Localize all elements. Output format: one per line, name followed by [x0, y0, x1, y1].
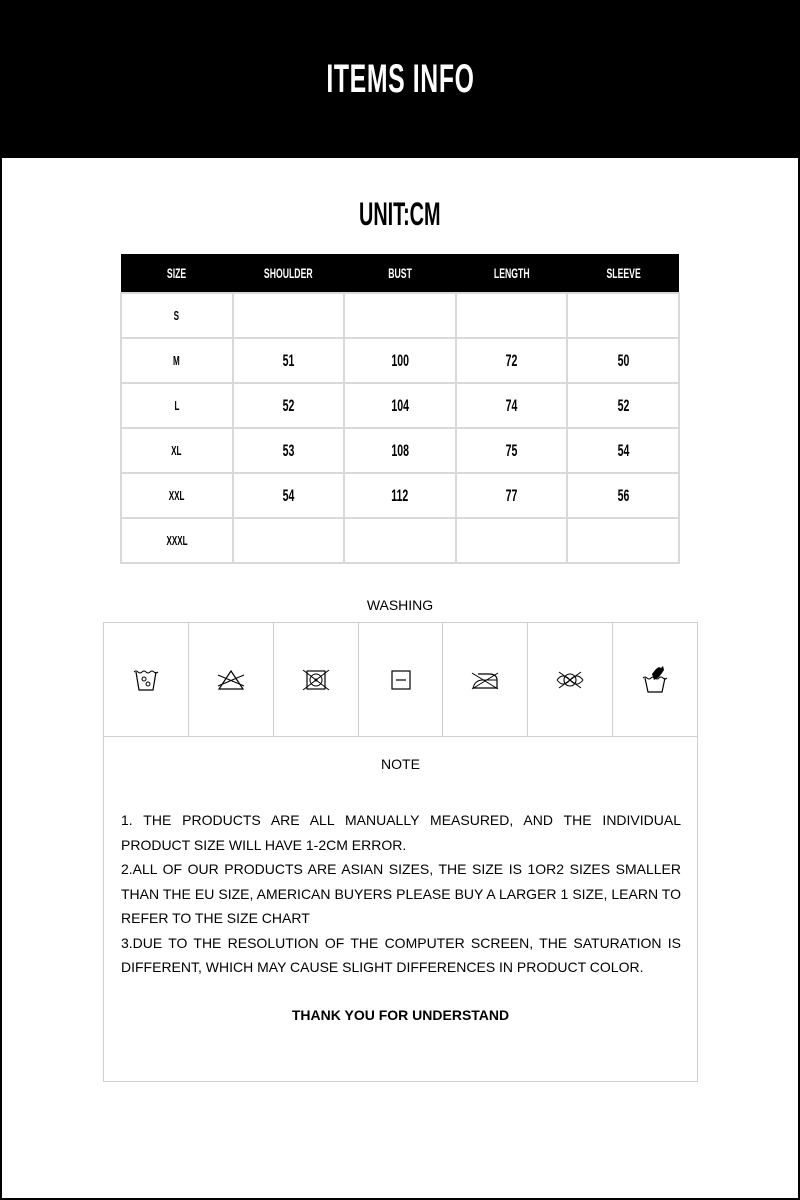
sleeve-cell: 56 [567, 473, 679, 518]
no-iron-icon [470, 669, 500, 691]
bust-cell [344, 293, 456, 338]
note-line: 2.ALL OF OUR PRODUCTS ARE ASIAN SIZES, THE SIZE IS 1OR2 SIZES SMALLER THAN THE EU SIZE, AMERICAN BUYERS PLEASE BUY A LARGER 1 SIZE, LEARN TO REFER TO THE SIZE CHART [121, 861, 681, 926]
sleeve-cell [567, 293, 679, 338]
column-header-length: LENGTH [456, 254, 568, 293]
table-row [121, 428, 679, 473]
sleeve-cell: 54 [567, 428, 679, 473]
bust-cell: 112 [344, 473, 456, 518]
sleeve-cell: 50 [567, 338, 679, 383]
bust-cell: 108 [344, 428, 456, 473]
wash-icon-cell [104, 623, 189, 736]
washing-icons-row [103, 622, 698, 737]
size-cell: L [121, 383, 233, 428]
shoulder-cell: 51 [233, 338, 345, 383]
shoulder-cell: 52 [233, 383, 345, 428]
shoulder-cell: 54 [233, 473, 345, 518]
no-tumble-dry-icon [302, 668, 330, 692]
page-title: ITEMS INFO [325, 56, 475, 101]
length-cell: 75 [456, 428, 568, 473]
page-frame [2, 0, 798, 1198]
sleeve-cell [567, 518, 679, 563]
table-row [121, 383, 679, 428]
shoulder-cell: 53 [233, 428, 345, 473]
column-header-shoulder: SHOULDER [233, 254, 345, 293]
wash-icon-cell [613, 623, 697, 736]
bust-cell [344, 518, 456, 563]
no-bleach-icon [217, 669, 245, 691]
length-cell: 72 [456, 338, 568, 383]
wash-icon-cell [528, 623, 613, 736]
column-header-size: SIZE [121, 254, 233, 293]
table-row [121, 338, 679, 383]
length-cell: 74 [456, 383, 568, 428]
column-header-sleeve: SLEEVE [567, 254, 679, 293]
length-cell [456, 293, 568, 338]
flat-dry-icon [390, 669, 412, 691]
wash-icon-cell [274, 623, 359, 736]
wash-30-icon [133, 668, 159, 692]
size-table [120, 254, 680, 564]
wash-icon-cell [443, 623, 528, 736]
header-banner [2, 0, 798, 158]
shoulder-cell [233, 518, 345, 563]
table-row [121, 518, 679, 563]
bust-cell: 104 [344, 383, 456, 428]
unit-label-wrap [2, 196, 798, 240]
size-table-header [121, 254, 679, 293]
length-cell: 77 [456, 473, 568, 518]
note-line: 3.DUE TO THE RESOLUTION OF THE COMPUTER SCREEN, THE SATURATION IS DIFFERENT, WHICH MAY CAUSE SLIGHT DIFFERENCES IN PRODUCT COLOR. [121, 934, 681, 975]
washing-title: WASHING [366, 597, 434, 613]
note-box [103, 737, 698, 1082]
thanks-text: THANK YOU FOR UNDERSTAND [291, 1007, 510, 1023]
wash-icon-cell [189, 623, 274, 736]
shoulder-cell [233, 293, 345, 338]
hand-wash-icon [642, 666, 668, 694]
size-cell: XXXL [121, 518, 233, 563]
column-header-bust: BUST [344, 254, 456, 293]
table-row [121, 473, 679, 518]
wash-icon-cell [359, 623, 444, 736]
no-dry-clean-icon [555, 669, 585, 691]
size-cell: XL [121, 428, 233, 473]
table-row [121, 293, 679, 338]
note-title: NOTE [381, 756, 420, 772]
unit-label: UNIT:CM [359, 196, 441, 232]
size-cell: XXL [121, 473, 233, 518]
size-cell: M [121, 338, 233, 383]
size-cell: S [121, 293, 233, 338]
note-line: 1. THE PRODUCTS ARE ALL MANUALLY MEASURED, AND THE INDIVIDUAL PRODUCT SIZE WILL HAVE 1-2CM ERROR. [121, 812, 681, 853]
bust-cell: 100 [344, 338, 456, 383]
length-cell [456, 518, 568, 563]
note-body [121, 808, 681, 980]
sleeve-cell: 52 [567, 383, 679, 428]
